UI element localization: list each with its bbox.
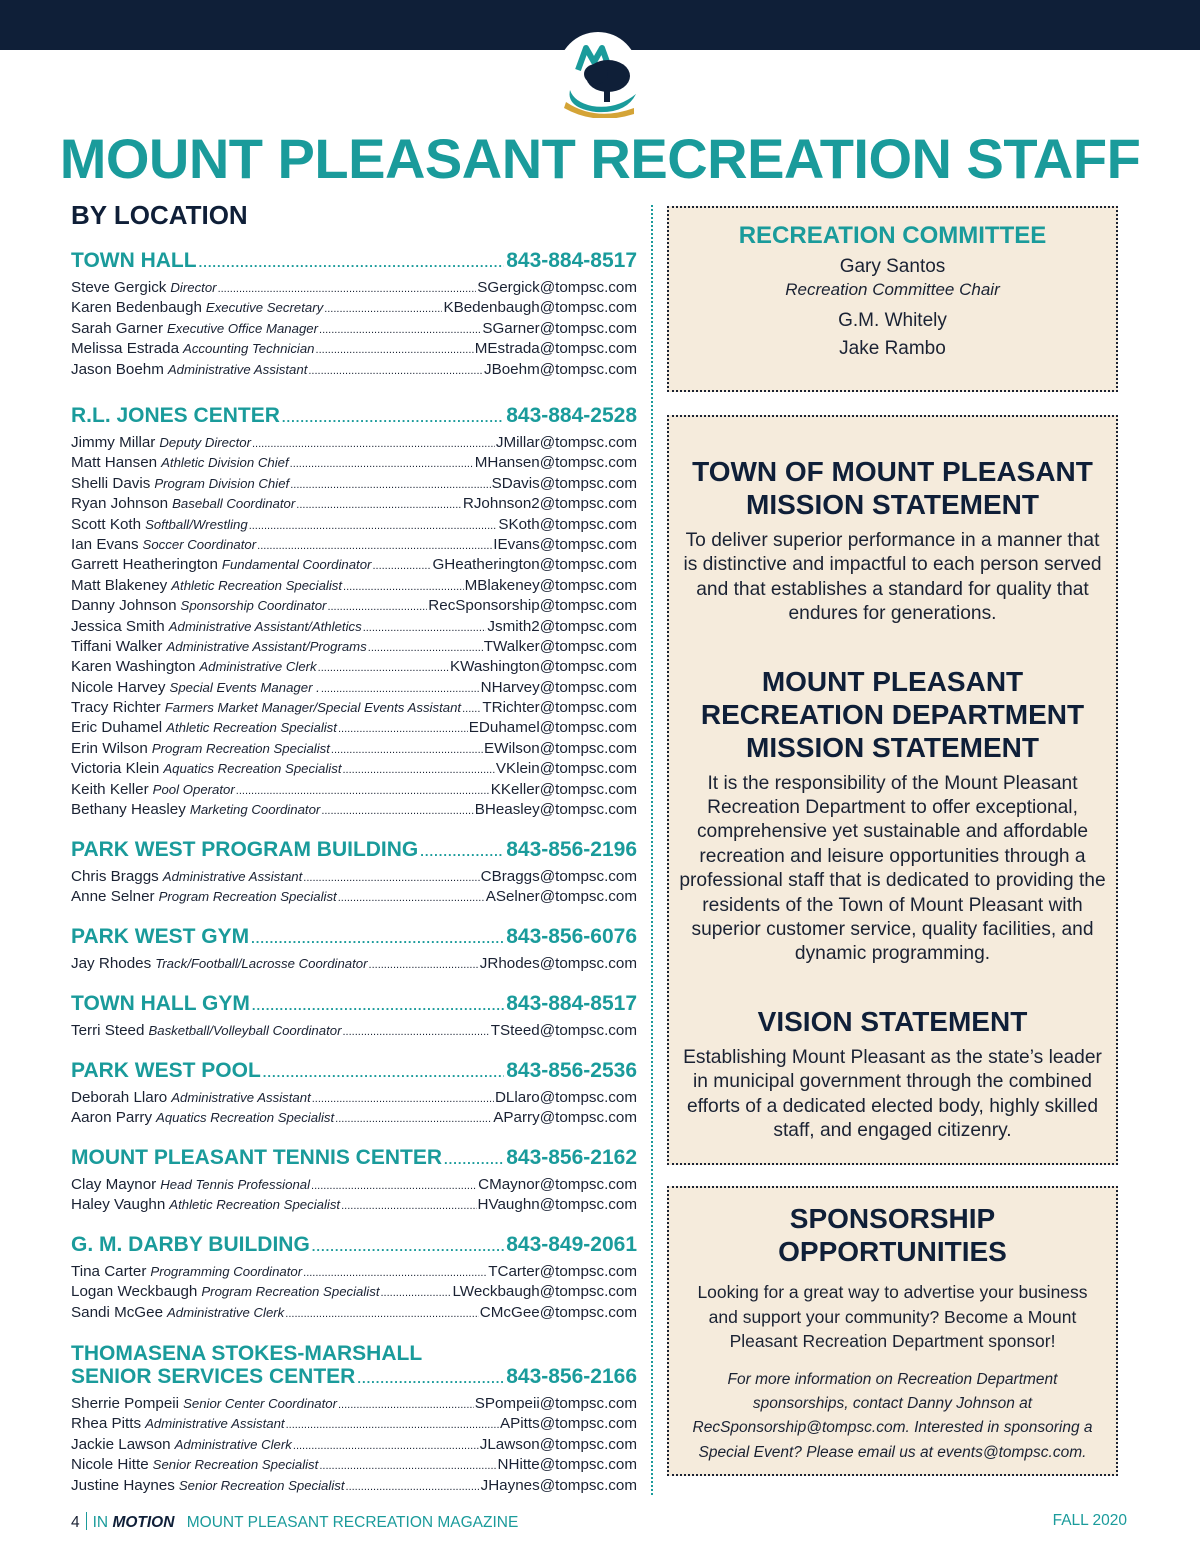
staff-list [71, 1089, 637, 1130]
dot-leader [338, 723, 468, 735]
staff-title: Administrative Assistant [167, 361, 308, 377]
staff-row [71, 1395, 637, 1415]
staff-row [71, 618, 637, 638]
location-phone: 843-856-6076 [506, 925, 637, 948]
staff-email[interactable]: IEvans@tompsc.com [493, 535, 637, 553]
staff-title: Senior Recreation Specialist [178, 1477, 345, 1493]
staff-title: Farmers Market Manager/Special Events Assistant [164, 700, 462, 716]
vision-heading: VISION STATEMENT [757, 1005, 1028, 1037]
dot-leader [331, 744, 483, 756]
dot-leader [342, 1026, 489, 1038]
staff-email[interactable]: SGergick@tompsc.com [477, 279, 637, 296]
staff-name: Matt Blakeney [71, 576, 168, 594]
staff-email[interactable]: JBoehm@tompsc.com [484, 360, 637, 378]
town-mission-heading: TOWN OF MOUNT PLEASANT [692, 456, 1093, 487]
location-park-west-program-building [71, 838, 637, 909]
page-title: MOUNT PLEASANT RECREATION STAFF [59, 127, 1141, 190]
staff-row [71, 679, 637, 699]
staff-name: Bethany Heasley [71, 801, 186, 819]
staff-row [71, 658, 637, 678]
staff-email[interactable]: AParry@tompsc.com [493, 1109, 637, 1127]
staff-email[interactable]: ASelner@tompsc.com [485, 888, 637, 906]
staff-name: Justine Haynes [71, 1476, 175, 1494]
staff-row [71, 888, 637, 908]
location-phone: 843-884-2528 [506, 404, 637, 427]
staff-email[interactable]: JLawson@tompsc.com [479, 1435, 637, 1453]
staff-email[interactable]: RJohnson2@tompsc.com [462, 495, 637, 513]
staff-name: Jessica Smith [71, 617, 165, 635]
staff-row [71, 1304, 637, 1324]
staff-name: Steve Gergick [71, 279, 167, 296]
staff-row [71, 361, 637, 381]
staff-title: Track/Football/Lacrosse Coordinator [155, 956, 368, 971]
staff-row [71, 597, 637, 617]
staff-name: Nicole Harvey [71, 678, 166, 696]
staff-row [71, 495, 637, 515]
staff-email[interactable]: TWalker@tompsc.com [483, 637, 637, 655]
staff-row [71, 1436, 637, 1456]
dot-leader [327, 601, 427, 613]
staff-list [71, 434, 637, 821]
location-header [71, 838, 637, 862]
staff-email[interactable]: EDuhamel@tompsc.com [468, 719, 637, 737]
staff-title: Program Recreation Specialist [158, 889, 337, 905]
staff-title: Administrative Assistant/Programs [166, 638, 367, 654]
dot-leader [381, 1287, 452, 1299]
staff-row [71, 1022, 637, 1042]
staff-title: Special Events Manager . [169, 679, 320, 695]
staff-title: Soccer Coordinator [142, 536, 257, 552]
staff-row [71, 1283, 637, 1303]
sponsorship-heading: SPONSORSHIP [789, 1203, 996, 1234]
vision-text: Establishing Mount Pleasant as the state’s leader in municipal government through the combined efforts of a dedicated elected body, highly skilled staff, and engaged citizenry. [683, 1046, 1102, 1142]
dot-leader [363, 622, 487, 634]
dot-leader [316, 344, 474, 356]
staff-email[interactable]: APitts@tompsc.com [500, 1415, 637, 1433]
location-phone: 843-856-2536 [506, 1059, 637, 1082]
location-header [71, 404, 637, 428]
staff-name: Karen Bedenbaugh [71, 299, 202, 317]
dot-leader [236, 785, 490, 797]
staff-title: Fundamental Coordinator [221, 557, 372, 573]
dot-leader [285, 1308, 479, 1320]
staff-title: Baseball Coordinator [172, 496, 296, 512]
staff-email[interactable]: GHeatherington@tompsc.com [432, 556, 637, 574]
staff-email[interactable]: DLlaro@tompsc.com [494, 1089, 637, 1106]
recreation-committee-box [667, 206, 1118, 392]
mount-pleasant-tree-logo-icon [556, 30, 640, 118]
staff-name: Matt Hansen [71, 454, 158, 472]
staff-name: Sherrie Pompeii [71, 1395, 180, 1412]
staff-email[interactable]: SDavis@tompsc.com [491, 474, 637, 492]
location-tennis-center [71, 1146, 637, 1217]
staff-title: Athletic Recreation Specialist [166, 720, 337, 736]
staff-name: Chris Braggs [71, 868, 159, 885]
dot-leader [296, 499, 462, 511]
dot-leader [462, 703, 481, 715]
staff-title: Administrative Assistant [145, 1416, 285, 1432]
staff-name: Sandi McGee [71, 1303, 164, 1321]
staff-email[interactable]: MHansen@tompsc.com [474, 454, 637, 472]
staff-row [71, 536, 637, 556]
location-town-hall [71, 249, 637, 381]
staff-title: Program Division Chief [154, 475, 290, 491]
staff-list [71, 1176, 637, 1217]
staff-list [71, 279, 637, 381]
page-footer [71, 1512, 1127, 1532]
staff-row [71, 516, 637, 536]
staff-email[interactable]: CMcGee@tompsc.com [479, 1303, 637, 1321]
staff-title: Administrative Clerk [199, 659, 317, 675]
staff-email[interactable]: Jsmith2@tompsc.com [487, 617, 637, 635]
staff-row [71, 1263, 637, 1283]
committee-title: RECREATION COMMITTEE [738, 222, 1047, 249]
staff-title: Marketing Coordinator [189, 802, 321, 818]
location-rl-jones-center [71, 404, 637, 821]
staff-name: Jason Boehm [71, 360, 164, 378]
staff-name: Victoria Klein [71, 760, 160, 778]
town-mission-text: To deliver superior performance in a manner that is distinctive and impactful to each person served and that establishes a standard for quality that endures for generations. [683, 530, 1102, 625]
staff-title: Program Recreation Specialist [201, 1284, 380, 1300]
dot-leader [369, 959, 479, 971]
staff-title: Administrative Assistant [171, 1090, 311, 1105]
staff-row [71, 955, 637, 975]
location-name-line1: THOMASENA STOKES-MARSHALL [71, 1342, 423, 1365]
staff-name: Keith Keller [71, 780, 149, 798]
page-number: 4 [71, 1514, 80, 1531]
dept-mission-heading: MOUNT PLEASANT [761, 665, 1024, 697]
staff-email[interactable]: NHitte@tompsc.com [497, 1456, 637, 1474]
staff-row [71, 1415, 637, 1435]
staff-name: Aaron Parry [71, 1109, 153, 1127]
dot-leader [318, 662, 449, 674]
staff-email[interactable]: TSteed@tompsc.com [490, 1022, 637, 1039]
location-header [71, 992, 637, 1016]
staff-title: Head Tennis Professional [160, 1177, 311, 1192]
staff-name: Anne Selner [71, 888, 155, 906]
staff-email[interactable]: MEstrada@tompsc.com [474, 340, 637, 358]
sponsorship-note: For more information on Recreation Department sponsorships, contact Danny Johnson at RecSponsorship@tompsc.com. Interested in sponsoring a Special Event? Please email us at events@tompsc.com. [692, 1370, 1093, 1461]
staff-email[interactable]: JMillar@tompsc.com [495, 434, 637, 451]
location-name: TOWN HALL [71, 249, 197, 272]
staff-title: Aquatics Recreation Specialist [156, 1110, 335, 1126]
committee-member: G.M. Whitely [838, 310, 947, 331]
location-header [71, 1365, 637, 1389]
dot-leader [324, 303, 442, 315]
staff-title: Pool Operator [152, 781, 235, 797]
dot-leader [338, 892, 485, 904]
staff-row [71, 801, 637, 821]
staff-row [71, 719, 637, 739]
staff-name: Eric Duhamel [71, 719, 163, 737]
location-name: SENIOR SERVICES CENTER [71, 1365, 356, 1388]
location-header [71, 249, 637, 273]
staff-email[interactable]: RecSponsorship@tompsc.com [428, 597, 637, 615]
staff-email[interactable]: JRhodes@tompsc.com [479, 955, 637, 972]
location-phone: 843-856-2196 [506, 838, 637, 861]
column-divider [651, 205, 653, 1495]
staff-list [71, 1022, 637, 1042]
dot-leader [319, 324, 481, 336]
staff-title: Director [170, 280, 217, 295]
location-header [71, 1233, 637, 1257]
staff-title: Senior Center Coordinator [183, 1396, 337, 1411]
dot-leader [249, 520, 498, 532]
staff-title: Senior Recreation Specialist [152, 1457, 319, 1473]
staff-row [71, 1109, 637, 1129]
location-name: PARK WEST POOL [71, 1059, 261, 1082]
staff-row [71, 699, 637, 719]
dot-leader [308, 365, 483, 377]
location-header [71, 1059, 637, 1083]
staff-name: Karen Washington [71, 658, 196, 676]
dept-mission-text: It is the responsibility of the Mount Pleasant Recreation Department to offer exceptional, comprehensive yet sustainable and affordable recreation and leisure opportunities through a professional staff that is dedicated to providing the residents of the Town of Mount Pleasant with superior customer service, quality facilities, and dynamic programming. [679, 772, 1106, 965]
dot-leader [321, 805, 473, 817]
staff-name: Haley Vaughn [71, 1196, 166, 1214]
committee-member: Jake Rambo [839, 338, 946, 359]
staff-email[interactable]: TRichter@tompsc.com [482, 699, 637, 717]
staff-name: Jackie Lawson [71, 1435, 171, 1453]
dot-leader [290, 458, 474, 470]
staff-email[interactable]: MBlakeney@tompsc.com [464, 576, 637, 594]
staff-title: Administrative Assistant [162, 869, 303, 884]
location-name: PARK WEST PROGRAM BUILDING [71, 838, 419, 861]
dot-leader [341, 1200, 476, 1212]
by-location-heading: BY LOCATION [71, 200, 248, 230]
dot-leader [311, 1180, 477, 1192]
mission-statements-box [667, 415, 1118, 1165]
location-park-west-gym [71, 925, 637, 975]
dot-leader [293, 1440, 479, 1452]
footer-magazine: MOUNT PLEASANT RECREATION MAGAZINE [186, 1514, 519, 1531]
dot-leader [312, 1093, 494, 1105]
staff-row [71, 868, 637, 888]
dot-leader [321, 683, 480, 695]
staff-list [71, 1395, 637, 1497]
staff-row [71, 1196, 637, 1216]
location-park-west-pool [71, 1059, 637, 1130]
staff-row [71, 740, 637, 760]
staff-email[interactable]: CBraggs@tompsc.com [480, 868, 637, 885]
staff-name: Logan Weckbaugh [71, 1283, 198, 1301]
staff-name: Ian Evans [71, 535, 139, 553]
dot-leader [303, 1267, 487, 1279]
location-phone: 843-856-2162 [506, 1146, 637, 1169]
staff-row [71, 1089, 637, 1109]
location-senior-services-center [71, 1343, 637, 1497]
staff-email[interactable]: KBedenbaugh@tompsc.com [443, 299, 637, 317]
dept-mission-heading: RECREATION DEPARTMENT [700, 698, 1085, 730]
dot-leader [338, 1399, 474, 1411]
staff-email[interactable]: HVaughn@tompsc.com [477, 1196, 637, 1214]
location-phone: 843-884-8517 [506, 992, 637, 1015]
staff-name: Jimmy Millar [71, 434, 156, 451]
dot-leader [335, 1113, 492, 1125]
location-phone: 843-884-8517 [506, 249, 637, 272]
location-header [71, 1146, 637, 1170]
staff-row [71, 320, 637, 340]
staff-name: Melissa Estrada [71, 340, 180, 358]
staff-title: Athletic Division Chief [161, 455, 289, 471]
dot-leader [343, 581, 464, 593]
staff-email[interactable]: KWashington@tompsc.com [449, 658, 637, 676]
staff-title: Administrative Clerk [167, 1304, 285, 1320]
staff-name: Tracy Richter [71, 699, 161, 717]
location-name: MOUNT PLEASANT TENNIS CENTER [71, 1146, 443, 1169]
staff-row [71, 340, 637, 360]
staff-title: Administrative Clerk [174, 1436, 292, 1452]
dot-leader [218, 283, 477, 295]
staff-name: Rhea Pitts [71, 1415, 142, 1433]
staff-email[interactable]: LWeckbaugh@tompsc.com [452, 1283, 637, 1301]
footer-separator [86, 1512, 87, 1530]
sponsorship-heading: OPPORTUNITIES [778, 1236, 1007, 1267]
dept-mission-heading: MISSION STATEMENT [746, 731, 1039, 763]
staff-name: Garrett Heatherington [71, 556, 218, 574]
dot-leader [368, 642, 483, 654]
staff-title: Sponsorship Coordinator [180, 598, 327, 614]
staff-name: Sarah Garner [71, 319, 164, 337]
staff-row [71, 1176, 637, 1196]
staff-row [71, 1477, 637, 1497]
staff-row [71, 1456, 637, 1476]
staff-title: Softball/Wrestling [145, 516, 248, 532]
dot-leader [290, 479, 490, 491]
location-name: PARK WEST GYM [71, 925, 250, 948]
location-town-hall-gym [71, 992, 637, 1042]
staff-row [71, 475, 637, 495]
committee-chair-role: Recreation Committee Chair [785, 280, 1000, 299]
staff-name: Terri Steed [71, 1022, 145, 1039]
staff-name: Tina Carter [71, 1263, 147, 1280]
staff-title: Basketball/Volleyball Coordinator [148, 1023, 342, 1038]
staff-email[interactable]: NHarvey@tompsc.com [480, 678, 637, 696]
location-phone: 843-856-2166 [506, 1365, 637, 1388]
location-name: G. M. DARBY BUILDING [71, 1233, 310, 1256]
sponsorship-box [667, 1186, 1118, 1476]
location-name: R.L. JONES CENTER [71, 404, 280, 427]
staff-email[interactable]: EWilson@tompsc.com [484, 739, 637, 757]
staff-row [71, 299, 637, 319]
staff-name: Clay Maynor [71, 1176, 157, 1193]
staff-list [71, 868, 637, 909]
dot-leader [346, 1481, 480, 1493]
staff-row [71, 279, 637, 299]
dot-leader [303, 872, 479, 884]
staff-name: Shelli Davis [71, 474, 151, 492]
staff-email[interactable]: CMaynor@tompsc.com [478, 1176, 637, 1193]
dot-leader [252, 438, 495, 450]
staff-name: Erin Wilson [71, 739, 148, 757]
staff-title: Programming Coordinator [150, 1264, 303, 1279]
dot-leader [372, 560, 431, 572]
staff-row [71, 760, 637, 780]
staff-title: Accounting Technician [183, 341, 315, 357]
staff-name: Scott Koth [71, 515, 142, 533]
staff-row [71, 556, 637, 576]
staff-title: Athletic Recreation Specialist [171, 577, 343, 593]
staff-name: Ryan Johnson [71, 495, 169, 513]
staff-email[interactable]: BHeasley@tompsc.com [474, 801, 637, 819]
committee-chair-name: Gary Santos [839, 256, 946, 277]
staff-name: Tiffani Walker [71, 637, 163, 655]
location-darby-building [71, 1233, 637, 1324]
dot-leader [286, 1419, 499, 1431]
staff-title: Aquatics Recreation Specialist [163, 761, 342, 777]
staff-row [71, 454, 637, 474]
location-name: TOWN HALL GYM [71, 992, 250, 1015]
staff-title: Program Recreation Specialist [151, 740, 330, 756]
footer-issue: FALL 2020 [1052, 1512, 1127, 1529]
staff-name: Nicole Hitte [71, 1456, 149, 1474]
staff-email[interactable]: SPompeii@tompsc.com [474, 1395, 637, 1412]
sponsorship-text: Looking for a great way to advertise your business and support your community? Become a Mount Pleasant Recreation Department sponsor! [697, 1282, 1088, 1351]
staff-row [71, 638, 637, 658]
staff-title: Athletic Recreation Specialist [169, 1197, 341, 1213]
staff-email[interactable]: SKoth@tompsc.com [498, 515, 637, 533]
staff-row [71, 434, 637, 454]
dot-leader [342, 764, 494, 776]
location-phone: 843-849-2061 [506, 1233, 637, 1256]
staff-email[interactable]: VKlein@tompsc.com [495, 760, 637, 778]
staff-email[interactable]: TCarter@tompsc.com [488, 1263, 637, 1280]
staff-email[interactable]: SGarner@tompsc.com [482, 319, 637, 337]
staff-directory [71, 200, 637, 249]
staff-name: Danny Johnson [71, 597, 177, 615]
dot-leader [257, 540, 492, 552]
town-mission-heading: MISSION STATEMENT [746, 489, 1039, 520]
location-header [71, 925, 637, 949]
staff-title: Administrative Assistant/Athletics [168, 618, 362, 634]
staff-row [71, 781, 637, 801]
staff-email[interactable]: JHaynes@tompsc.com [480, 1476, 637, 1494]
staff-title: Executive Office Manager [167, 320, 319, 336]
staff-list [71, 1263, 637, 1324]
staff-name: Deborah Llaro [71, 1089, 168, 1106]
staff-name: Jay Rhodes [71, 955, 152, 972]
staff-email[interactable]: KKeller@tompsc.com [490, 780, 637, 798]
footer-in: IN [92, 1514, 109, 1531]
staff-list [71, 955, 637, 975]
staff-title: Deputy Director [159, 435, 251, 450]
dot-leader [319, 1460, 496, 1472]
footer-motion: MOTION [112, 1514, 175, 1531]
staff-row [71, 577, 637, 597]
staff-title: Executive Secretary [205, 300, 324, 316]
